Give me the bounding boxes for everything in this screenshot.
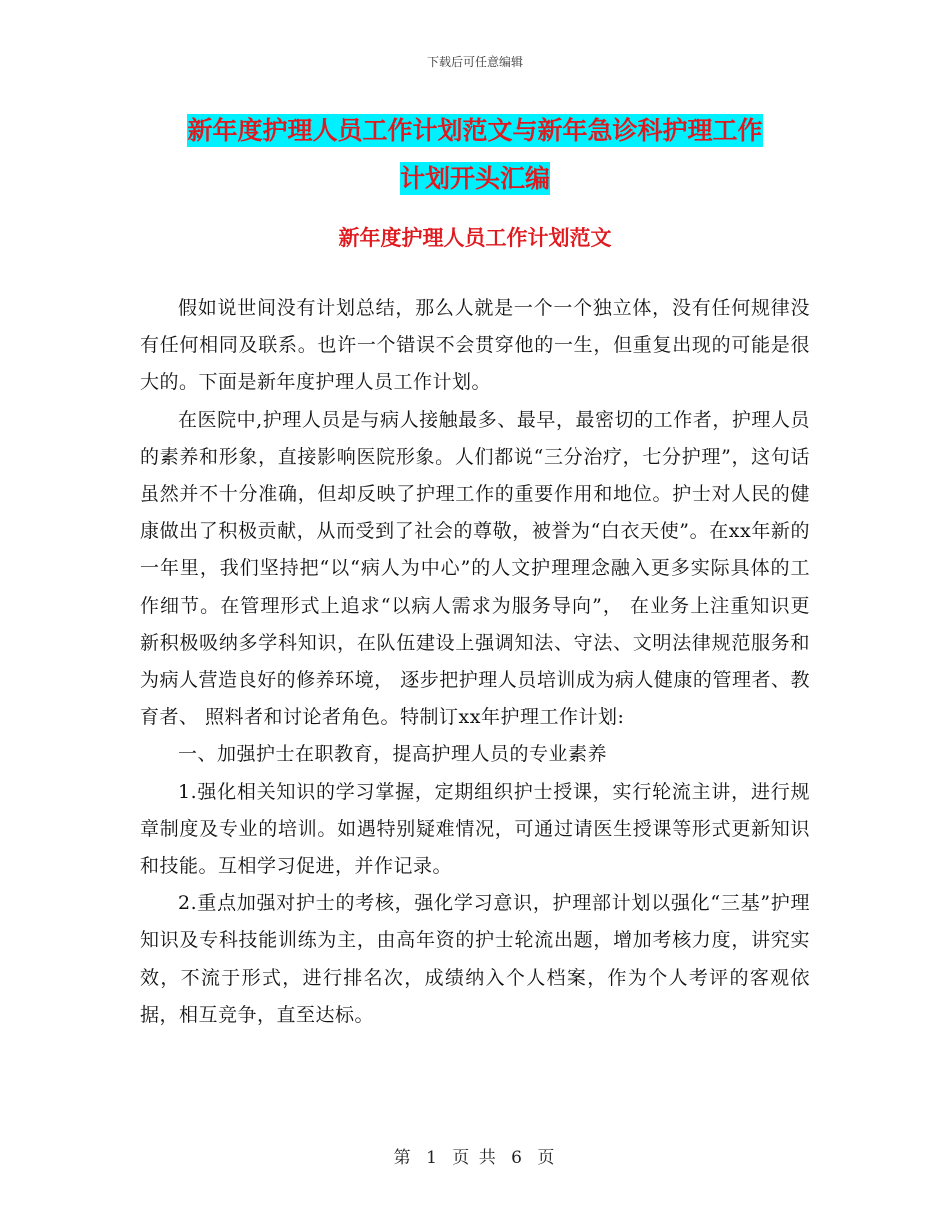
footer-page-number: 1: [426, 1148, 439, 1168]
document-body: [140, 290, 810, 1034]
paragraph-item-1: 1.强化相关知识的学习掌握，定期组织护士授课，实行轮流主讲，进行规章制度及专业的培训。如遇特别疑难情况，可通过请医生授课等形式更新知识和技能。互相学习促进，并作记录。: [140, 780, 810, 878]
header-note: 下载后可任意编辑: [426, 55, 523, 69]
footer-mid: 页 共: [452, 1148, 498, 1168]
page-footer: [0, 1143, 950, 1168]
footer-suffix: 页: [537, 1148, 557, 1168]
document-title-line-2: 计划开头汇编: [399, 164, 550, 193]
paragraph-hospital-nursing: 在医院中,护理人员是与病人接触最多、最早，最密切的工作者，护理人员的素养和形象，直接影响医院形象。人们都说“三分治疗，七分护理”，这句话虽然并不十分准确，但却反映了护理工作的重要作用和地位。护士对人民的健康做出了积极贡献，从而受到了社会的尊敬，被誉为“白衣天使”。在xx年新的一年里，我们坚持把“以“病人为中心”的人文护理理念融入更多实际具体的工作细节。在管理形式上追求“以病人需求为服务导向”， 在业务上注重知识更新积极吸纳多学科知识，在队伍建设上强调知法、守法、文明法律规范服务和为病人营造良好的修养环境， 逐步把护理人员培训成为病人健康的管理者、教育者、 照料者和讨论者角色。特制订xx年护理工作计划:: [140, 408, 810, 729]
section-title: 新年度护理人员工作计划范文: [338, 225, 612, 250]
paragraph-heading-1: 一、加强护士在职教育，提高护理人员的专业素养: [178, 743, 608, 766]
paragraph-intro: 假如说世间没有计划总结，那么人就是一个一个独立体，没有任何规律没有任何相同及联系。也许一个错误不会贯穿他的一生，但重复出现的可能是很大的。下面是新年度护理人员工作计划。: [140, 297, 810, 394]
paragraph-item-2: 2.重点加强对护士的考核，强化学习意识，护理部计划以强化“三基”护理知识及专科技能训练为主，由高年资的护士轮流出题，增加考核力度，讲究实效，不流于形式，进行排名次，成绩纳入个人档案，作为个人考评的客观依据，相互竞争，直至达标。: [140, 892, 810, 1026]
document-title-line-1: 新年度护理人员工作计划范文与新年急诊科护理工作: [187, 116, 763, 145]
document-title: [140, 107, 810, 203]
footer-prefix: 第: [393, 1148, 413, 1168]
footer-total-pages: 6: [511, 1148, 524, 1168]
